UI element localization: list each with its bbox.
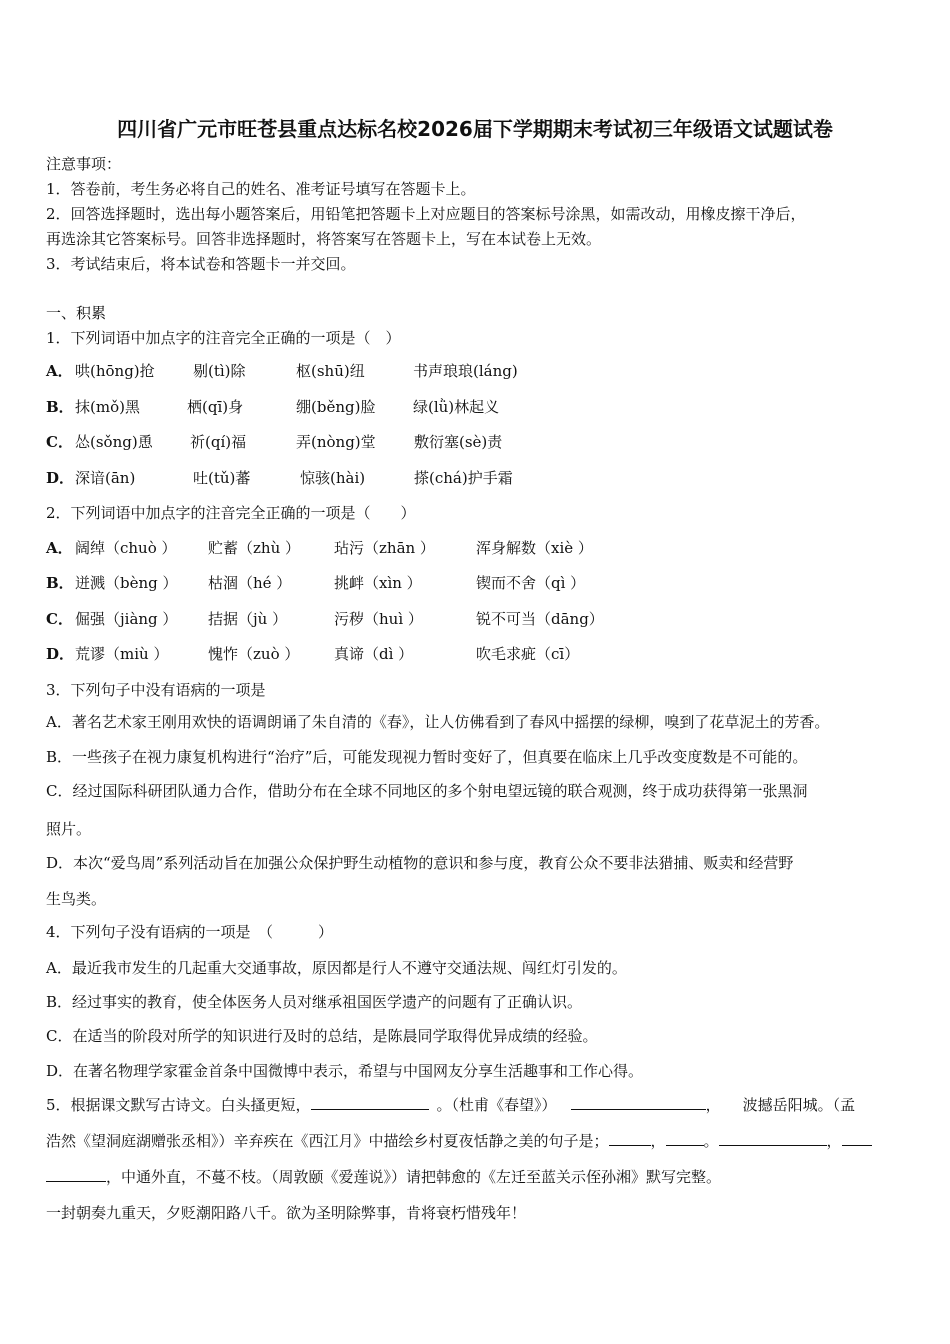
q4-option-c: C．在适当的阶段对所学的知识进行及时的总结，是陈晨同学取得优异成绩的经验。 [46, 1027, 598, 1045]
q5-text-8: ， [826, 1132, 842, 1150]
q1-c-2: 祈(qí)福 [190, 433, 247, 451]
q1-label-a: A． [46, 362, 73, 380]
q1-b-2: 栖(qī)身 [187, 398, 244, 416]
q5-blank-2[interactable] [571, 1095, 706, 1110]
q5-text-2: 。（杜甫《春望》） [436, 1096, 557, 1114]
q2-c-1: 倔强（jiàng ） [75, 610, 178, 628]
q5-text-4: 波撼岳阳城。（孟 [742, 1096, 856, 1114]
q3-option-d-line1: D．本次“爱鸟周”系列活动旨在加强公众保护野生动植物的意识和参与度，教育公众不要非法猎捕、贩卖和经营野 [46, 854, 794, 872]
q2-b-1: 迸溅（bèng ） [75, 574, 178, 592]
q5-blank-3[interactable] [609, 1131, 651, 1146]
q1-c-1: 怂(sǒng)恿 [75, 433, 153, 451]
q2-b-3: 挑衅（xìn ） [334, 574, 422, 592]
q5-line2 [46, 1130, 872, 1151]
q2-c-3: 污秽（huì ） [334, 610, 423, 628]
q5-text-7: 。 [703, 1132, 719, 1150]
q2-c-4: 锐不可当（dāng） [476, 610, 604, 628]
q4-option-a: A．最近我市发生的几起重大交通事故，原因都是行人不遵守交通法规、闯红灯引发的。 [46, 959, 627, 977]
q5-text-9: ，中通外直，不蔓不枝。（周敦颐《爱莲说》）请把韩愈的《左迁至蓝关示侄孙湘》默写完整。 [106, 1168, 722, 1186]
q3-option-b: B．一些孩子在视力康复机构进行“治疗”后，可能发现视力暂时变好了，但真要在临床上几乎改变度数是不可能的。 [46, 748, 808, 766]
q3-option-a: A．著名艺术家王刚用欢快的语调朗诵了朱自清的《春》，让人仿佛看到了春风中摇摆的绿柳，嗅到了花草泥土的芳香。 [46, 713, 830, 731]
q1-d-1: 深谙(ān) [75, 469, 136, 487]
q5-text-6: ， [650, 1132, 666, 1150]
q5-text-3: ， [705, 1096, 721, 1114]
q1-b-3: 绷(běng)脸 [296, 398, 376, 416]
note-1: 1．答卷前，考生务必将自己的姓名、准考证号填写在答题卡上。 [46, 180, 476, 198]
q5-blank-6[interactable] [842, 1131, 872, 1146]
q4-option-d: D．在著名物理学家霍金首条中国微博中表示，希望与中国网友分享生活趣事和工作心得。 [46, 1062, 644, 1080]
q2-label-d: D． [46, 645, 75, 663]
q5-blank-4[interactable] [666, 1131, 704, 1146]
q2-d-3: 真谛（dì ） [334, 645, 414, 663]
q2-d-4: 吹毛求疵（cī） [476, 645, 580, 663]
q5-line1 [46, 1094, 855, 1115]
q1-d-2: 吐(tǔ)蕃 [193, 469, 251, 487]
q2-b-4: 锲而不舍（qì ） [476, 574, 586, 592]
q1-a-3: 枢(shū)纽 [296, 362, 365, 380]
q1-a-1: 哄(hōng)抢 [75, 362, 155, 380]
q1-a-4: 书声琅琅(láng) [413, 362, 518, 380]
q1-b-1: 抹(mǒ)黑 [75, 398, 140, 416]
q5-line3 [46, 1166, 721, 1187]
q2-a-3: 玷污（zhān ） [334, 539, 435, 557]
q5-line4: 一封朝奏九重天，夕贬潮阳路八千。欲为圣明除弊事，肯将衰朽惜残年！ [46, 1204, 527, 1222]
q1-b-4: 绿(lǜ)林起义 [413, 398, 500, 416]
q5-blank-1[interactable] [311, 1095, 429, 1110]
q2-a-1: 阔绰（chuò ） [75, 539, 177, 557]
q1-label-d: D． [46, 469, 75, 487]
q2-label-b: B． [46, 574, 74, 592]
q2-d-1: 荒谬（miù ） [75, 645, 169, 663]
q2-a-2: 贮蓄（zhù ） [208, 539, 300, 557]
q4-option-b: B．经过事实的教育，使全体医务人员对继承祖国医学遗产的问题有了正确认识。 [46, 993, 583, 1011]
q2-b-2: 枯涸（hé ） [208, 574, 292, 592]
q3-stem: 3．下列句子中没有语病的一项是 [46, 681, 266, 699]
q5-blank-7[interactable] [46, 1167, 106, 1182]
q1-label-c: C． [46, 433, 73, 451]
q2-stem: 2．下列词语中加点字的注音完全正确的一项是（ ） [46, 504, 416, 522]
q1-c-4: 敷衍塞(sè)责 [414, 433, 503, 451]
q5-text-1: 5．根据课文默写古诗文。白头搔更短， [46, 1096, 311, 1114]
q1-label-b: B． [46, 398, 74, 416]
q1-stem: 1．下列词语中加点字的注音完全正确的一项是（ ） [46, 329, 401, 347]
q1-c-3: 弄(nòng)堂 [296, 433, 376, 451]
q2-d-2: 愧怍（zuò ） [208, 645, 300, 663]
q1-a-2: 剔(tì)除 [193, 362, 246, 380]
q5-text-5: 浩然《望洞庭湖赠张丞相》）辛弃疾在《西江月》中描绘乡村夏夜恬静之美的句子是； [46, 1132, 609, 1150]
q3-option-c-line2: 照片。 [46, 820, 92, 838]
q2-label-a: A． [46, 539, 73, 557]
q2-c-2: 拮据（jù ） [208, 610, 288, 628]
q1-d-3: 惊骇(hài) [300, 469, 366, 487]
notes-heading: 注意事项： [46, 155, 122, 173]
q2-a-4: 浑身解数（xiè ） [476, 539, 593, 557]
q1-d-4: 搽(chá)护手霜 [414, 469, 513, 487]
q4-stem: 4．下列句子没有语病的一项是 （ ） [46, 923, 334, 941]
q3-option-c-line1: C．经过国际科研团队通力合作，借助分布在全球不同地区的多个射电望远镜的联合观测，终于成功获得第一张黑洞 [46, 782, 808, 800]
page-title: 四川省广元市旺苍县重点达标名校2026届下学期期末考试初三年级语文试题试卷 [117, 117, 833, 141]
note-3: 3．考试结束后，将本试卷和答题卡一并交回。 [46, 255, 356, 273]
section-heading: 一、积累 [46, 304, 107, 322]
q5-blank-5[interactable] [719, 1131, 827, 1146]
note-2b: 再选涂其它答案标号。回答非选择题时，将答案写在答题卡上，写在本试卷上无效。 [46, 230, 602, 248]
q2-label-c: C． [46, 610, 73, 628]
note-2a: 2．回答选择题时，选出每小题答案后，用铅笔把答题卡上对应题目的答案标号涂黑，如需改动，用橡皮擦干净后， [46, 205, 806, 223]
q3-option-d-line2: 生鸟类。 [46, 890, 107, 908]
